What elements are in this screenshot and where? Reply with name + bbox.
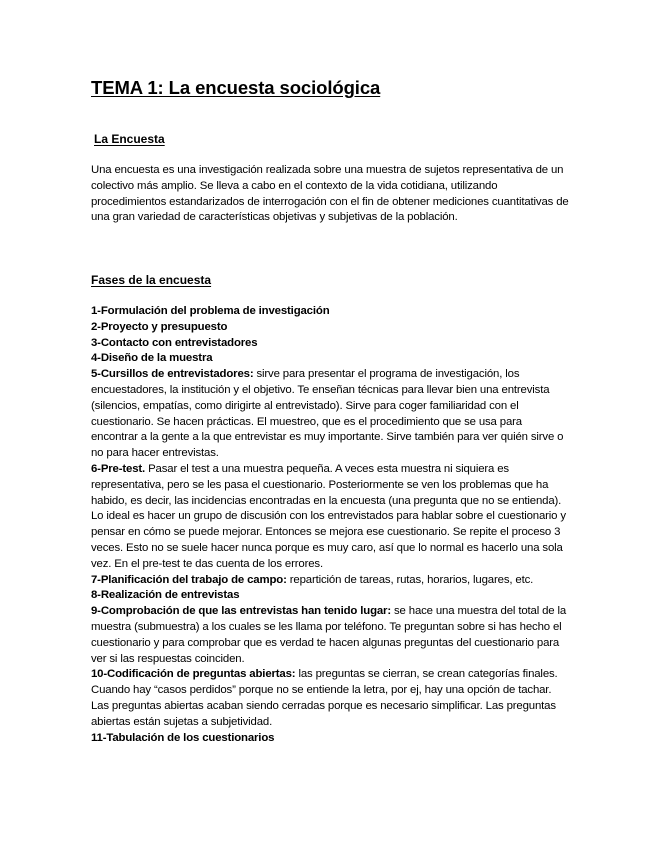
phase-title: 3-Contacto con entrevistadores (91, 336, 258, 349)
phase-item-11 (91, 731, 567, 747)
intro-paragraph: Una encuesta es una investigación realizada sobre una muestra de sujetos representativa de un colectivo más amplio. Se lleva a cabo en el contexto de la vida cotidiana, utilizando procedimientos estandarizados de interrogación con el fin de obtener mediciones cuantitativas de una gran variedad de características objetivas y subjetivas de la población. (91, 164, 569, 224)
phase-item-5 (91, 367, 567, 462)
phase-text: se hace una muestra del total de la muestra (submuestra) a los cuales se les llama por teléfono. Te preguntan sobre si has hecho el cuestionario y para comprobar que es verdad te hacen algunas preguntas del cuestionario para ver si las respuestas coinciden. (91, 605, 567, 665)
phase-text: sirve para presentar el programa de investigación, los encuestadores, la institución y el objetivo. Te enseñan técnicas para llevar bien una entrevista (silencios, empatías, como dirigirte al entrevistado). Sirve para coger familiaridad con el cuestionario. Se hacen prácticas. El muestreo, que es el procedimiento que se usa para encontrar a la gente a la que entrevistar es muy importante. Sirve también para ver quién sirve o no para hacer entrevistas. (91, 368, 564, 460)
phase-title: 2-Proyecto y presupuesto (91, 320, 228, 333)
phase-title: 11-Tabulación de los cuestionarios (91, 731, 275, 744)
phases-list (91, 304, 567, 746)
section-heading-la-encuesta: La Encuesta (94, 132, 165, 146)
phase-item-9 (91, 604, 567, 667)
phase-title: 4-Diseño de la muestra (91, 352, 213, 365)
phase-text: las preguntas se cierran, se crean categorías finales. Cuando hay “casos perdidos” porque no se entiende la letra, por ej, hay una opción de tachar. Las preguntas abiertas acaban siendo cerradas porque es necesario simplificar. Las preguntas abiertas están sujetas a subjetividad. (91, 668, 558, 728)
phase-title: 8-Realización de entrevistas (91, 589, 240, 602)
phase-item-7 (91, 573, 567, 589)
phase-title: 7-Planificación del trabajo de campo: (91, 573, 287, 586)
phase-title: 5-Cursillos de entrevistadores: (91, 368, 254, 381)
phase-item-1 (91, 304, 567, 320)
phase-title: 1-Formulación del problema de investigación (91, 305, 330, 317)
phase-item-2 (91, 320, 567, 336)
phase-text: repartición de tareas, rutas, horarios, lugares, etc. (286, 573, 534, 586)
phase-title: 9-Comprobación de que las entrevistas han tenido lugar: (91, 605, 391, 618)
phase-text: Pasar el test a una muestra pequeña. A veces esta muestra ni siquiera es representativa, pero se les pasa el cuestionario. Posteriormente se ven los problemas que ha habido, es decir, las incidencias encontradas en la encuesta (una pregunta que no se entienda). Lo ideal es hacer un grupo de discusión con los entrevistados para hablar sobre el cuestionario y pensar en cómo se puede mejorar. Entonces se mejora ese cuestionario. Se repite el proceso 3 veces. Esto no se suele hacer nunca porque es muy caro, así que lo normal es hacerlo una sola vez. En el pre-test te das cuenta de los errores. (91, 462, 566, 570)
phase-title: 6-Pre-test. (91, 462, 146, 475)
section-heading-fases: Fases de la encuesta (91, 273, 212, 287)
phase-item-4 (91, 351, 567, 367)
phase-item-3 (91, 336, 567, 352)
phase-item-10 (91, 667, 567, 730)
phase-item-8 (91, 588, 567, 604)
page-title: TEMA 1: La encuesta sociológica (91, 77, 381, 98)
phase-title: 10-Codificación de preguntas abiertas: (91, 668, 296, 681)
phase-item-6 (91, 462, 567, 573)
